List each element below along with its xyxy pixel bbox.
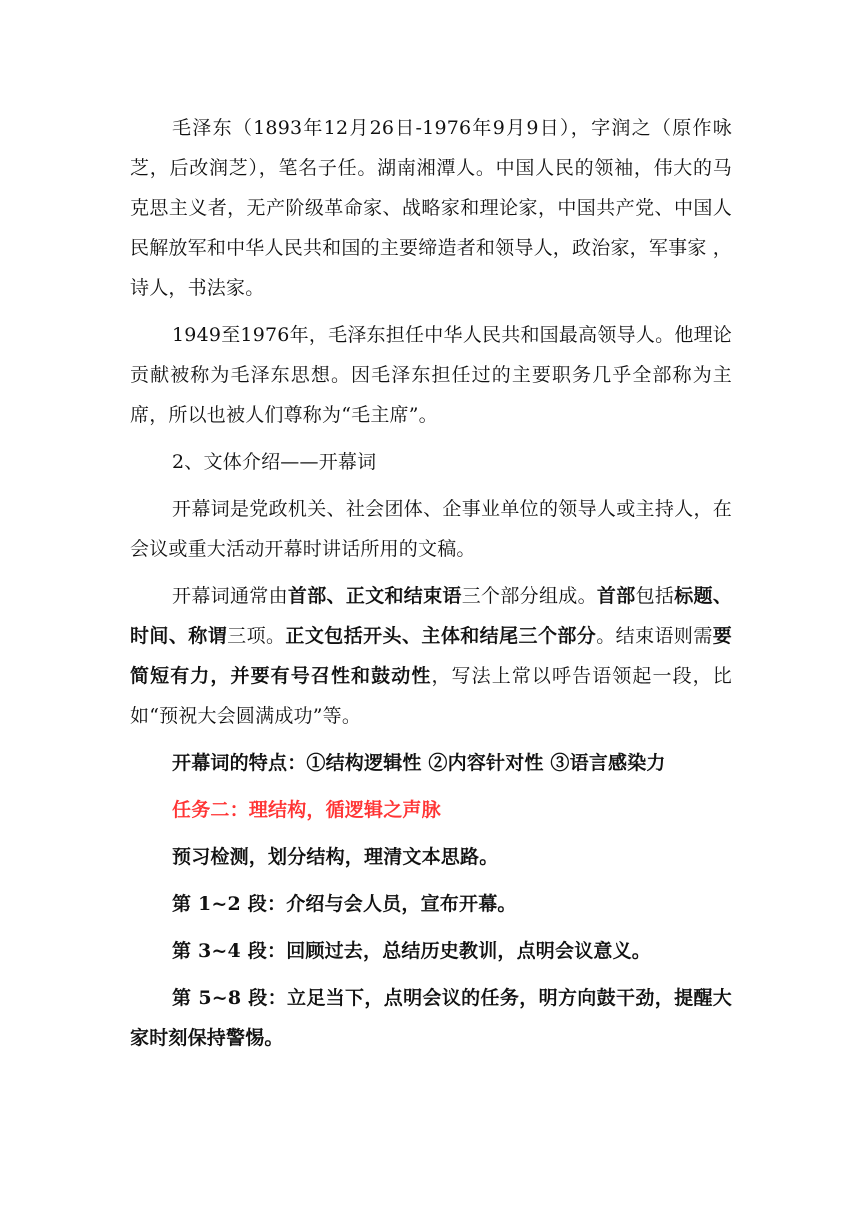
paragraph-structure-part3: 第 5~8 段：立足当下，点明会议的任务，明方向鼓干劲，提醒大家时刻保持警惕。 — [130, 987, 732, 1049]
text-segment: 开幕词通常由 — [172, 585, 288, 607]
paragraph-genre-definition: 开幕词是党政机关、社会团体、企事业单位的领导人或主持人，在会议或重大活动开幕时讲话所用的文稿。 — [130, 498, 732, 560]
text-segment: ，写法上常以呼告语领起一段，比如“预祝大会圆满成功”等。 — [130, 665, 732, 727]
bold-segment: 要简短有力，并要有号召性和鼓动性 — [130, 625, 732, 687]
paragraph-leadership: 1949至1976年，毛泽东担任中华人民共和国最高领导人。他理论贡献被称为毛泽东思想。因毛泽东担任过的主要职务几乎全部称为主席，所以也被人们尊称为“毛主席”。 — [130, 324, 732, 426]
bold-segment: 首部、正文和结束语 — [287, 585, 462, 607]
paragraph-structure-part1: 第 1~2 段：介绍与会人员，宣布开幕。 — [172, 893, 517, 915]
paragraph-genre-features: 开幕词的特点：①结构逻辑性 ②内容针对性 ③语言感染力 — [172, 752, 666, 774]
paragraph-structure-part2: 第 3~4 段：回顾过去，总结历史教训，点明会议意义。 — [172, 940, 651, 962]
task-heading: 任务二：理结构，循逻辑之声脉 — [172, 799, 441, 821]
paragraph-genre-structure — [130, 576, 732, 736]
text-segment: 包括 — [635, 585, 675, 607]
text-segment: 三项。 — [227, 625, 286, 647]
document-body — [130, 108, 732, 1058]
text-segment: 。结束语则需 — [596, 625, 713, 647]
text-segment: 三个部分组成。 — [461, 585, 597, 607]
paragraph-preview-check: 预习检测，划分结构，理清文本思路。 — [172, 846, 499, 868]
bold-segment: 首部 — [596, 585, 636, 607]
paragraph-biography: 毛泽东（1893年12月26日-1976年9月9日），字润之（原作咏芝，后改润芝），笔名子任。湖南湘潭人。中国人民的领袖，伟大的马克思主义者，无产阶级革命家、战略家和理论家，中国共产党、中国人民解放军和中华人民共和国的主要缔造者和领导人，政治家，军事家 ，诗人，书法家。 — [130, 117, 732, 299]
bold-segment: 标题、时间、称谓 — [130, 585, 733, 647]
section-heading-genre: 2、文体介绍——开幕词 — [172, 451, 377, 473]
bold-segment: 正文包括开头、主体和结尾三个部分 — [285, 625, 597, 647]
